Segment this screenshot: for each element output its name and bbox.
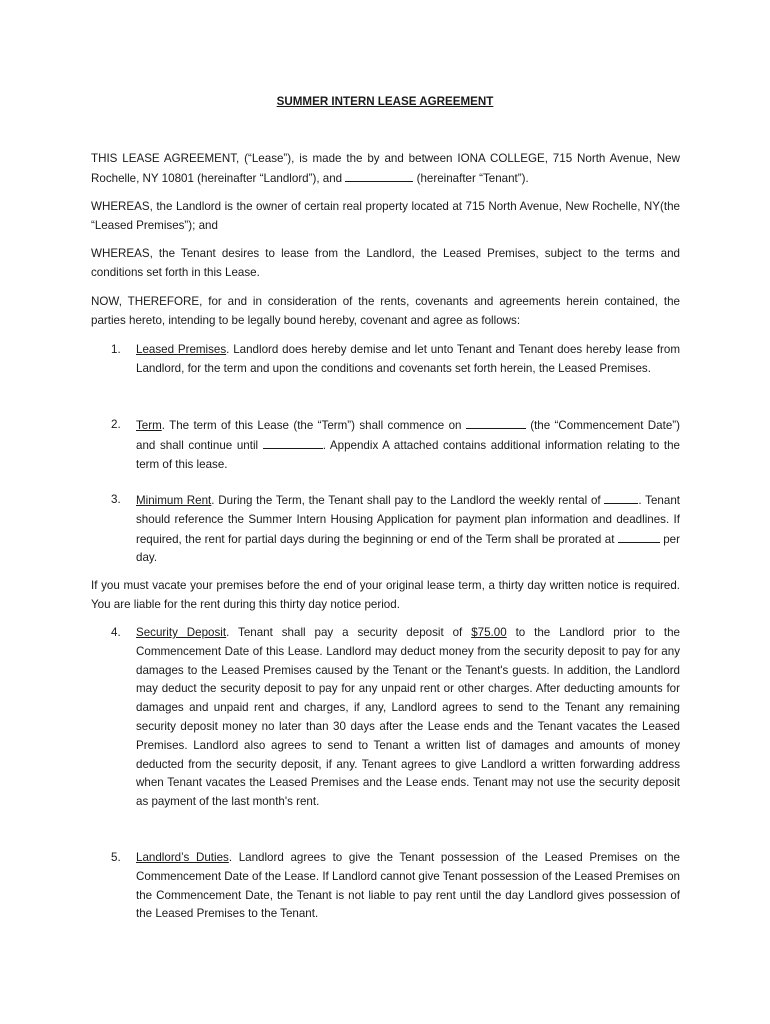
clause-text: . Landlord agrees to give the Tenant possession of the Leased Premises on the Commencement Date of the Lease. If Landlord cannot give Tenant possession of the Leased Premises on the Commencement Date, the Tenant is not liable to pay rent until the day Landlord gives possession of the Leased Premises to the Tenant.	[136, 851, 680, 921]
clause-text: . During the Term, the Tenant shall pay to the Landlord the weekly rental of	[211, 494, 605, 507]
weekly-rent-blank[interactable]	[604, 491, 638, 504]
document-title: SUMMER INTERN LEASE AGREEMENT	[276, 95, 494, 108]
clause-heading: Term	[136, 419, 162, 432]
deposit-amount: $75.00	[471, 626, 507, 639]
intro-text-end: (hereinafter “Tenant”).	[413, 171, 529, 185]
clause-body	[136, 491, 680, 568]
clause-text: to the Landlord prior to the Commencement Date of this Lease. Landlord may deduct money from the security deposit to pay for any damages to the Leased Premises caused by the Tenant or the Tenant's guests. In addition, the Landlord may deduct the security deposit to pay for any unpaid rent or other charges. After deducting amounts for damages and unpaid rent and charges, if any, Landlord agrees to send to the Tenant any remaining security deposit money no later than 30 days after the Lease ends and the Tenant vacates the Leased Premises. Landlord also agrees to send to Tenant a written list of damages and amounts of money deducted from the security deposit, if any. Tenant agrees to give Landlord a written forwarding address when Tenant vacates the Leased Premises and the Lease ends. Tenant may not use the security deposit as payment of the last month's rent.	[136, 626, 680, 809]
intro-text: THIS LEASE AGREEMENT, (“Lease”), is made the by and between IONA COLLEGE, 715 North Avenue, New Rochelle, NY 10801 (hereinafter “Landlord”), and	[91, 152, 680, 185]
prorated-rate-blank[interactable]	[618, 530, 660, 543]
intro-paragraph	[91, 150, 680, 189]
vacate-notice-paragraph: If you must vacate your premises before the end of your original lease term, a thirty day written notice is required. You are liable for the rent during this thirty day notice period.	[91, 579, 680, 611]
clause-heading: Security Deposit	[136, 626, 227, 639]
clause-number: 3.	[111, 493, 121, 506]
whereas-tenant-paragraph: WHEREAS, the Tenant desires to lease from the Landlord, the Leased Premises, subject to the terms and conditions set forth in this Lease.	[91, 247, 680, 279]
end-date-blank[interactable]	[263, 436, 323, 449]
clause-body	[136, 624, 680, 812]
clause-heading: Minimum Rent	[136, 494, 212, 507]
clause-body	[136, 416, 680, 474]
whereas-owner-paragraph: WHEREAS, the Landlord is the owner of certain real property located at 715 North Avenue, New Rochelle, NY(the “Leased Premises”); and	[91, 200, 680, 232]
clause-security-deposit	[111, 624, 680, 812]
tenant-name-blank[interactable]	[345, 169, 413, 182]
clause-heading: Landlord’s Duties	[136, 851, 229, 864]
clause-number: 4.	[111, 626, 121, 639]
clause-landlord-duties	[111, 849, 680, 924]
clause-number: 5.	[111, 851, 121, 864]
clause-heading: Leased Premises	[136, 343, 227, 356]
now-therefore-paragraph: NOW, THEREFORE, for and in consideration of the rents, covenants and agreements herein contained, the parties hereto, intending to be legally bound hereby, covenant and agree as follows:	[91, 295, 680, 327]
clause-text: per day.	[136, 532, 680, 565]
clause-text: . The term of this Lease (the “Term”) shall commence on	[161, 419, 466, 432]
commencement-date-blank[interactable]	[466, 416, 526, 429]
clause-text: . Tenant should reference the Summer Intern Housing Application for payment plan information and deadlines. If required, the rent for partial days during the beginning or end of the Term shall be prorated at	[136, 494, 680, 546]
clause-text: . Tenant shall pay a security deposit of	[226, 626, 472, 639]
clause-term	[111, 416, 680, 474]
clause-number: 2.	[111, 418, 121, 431]
clause-text: . Landlord does hereby demise and let unto Tenant and Tenant does hereby lease from Landlord, for the term and upon the conditions and covenants set forth herein, the Leased Premises.	[136, 343, 681, 375]
clause-minimum-rent	[111, 491, 680, 568]
clause-text: . Appendix A attached contains additional information relating to the term of this lease.	[136, 438, 680, 471]
clause-text: (the “Commencement Date”) and shall continue until	[136, 419, 681, 452]
clause-number: 1.	[111, 343, 121, 356]
clause-body	[136, 341, 680, 379]
clause-leased-premises	[111, 341, 680, 379]
clause-body	[136, 849, 680, 924]
